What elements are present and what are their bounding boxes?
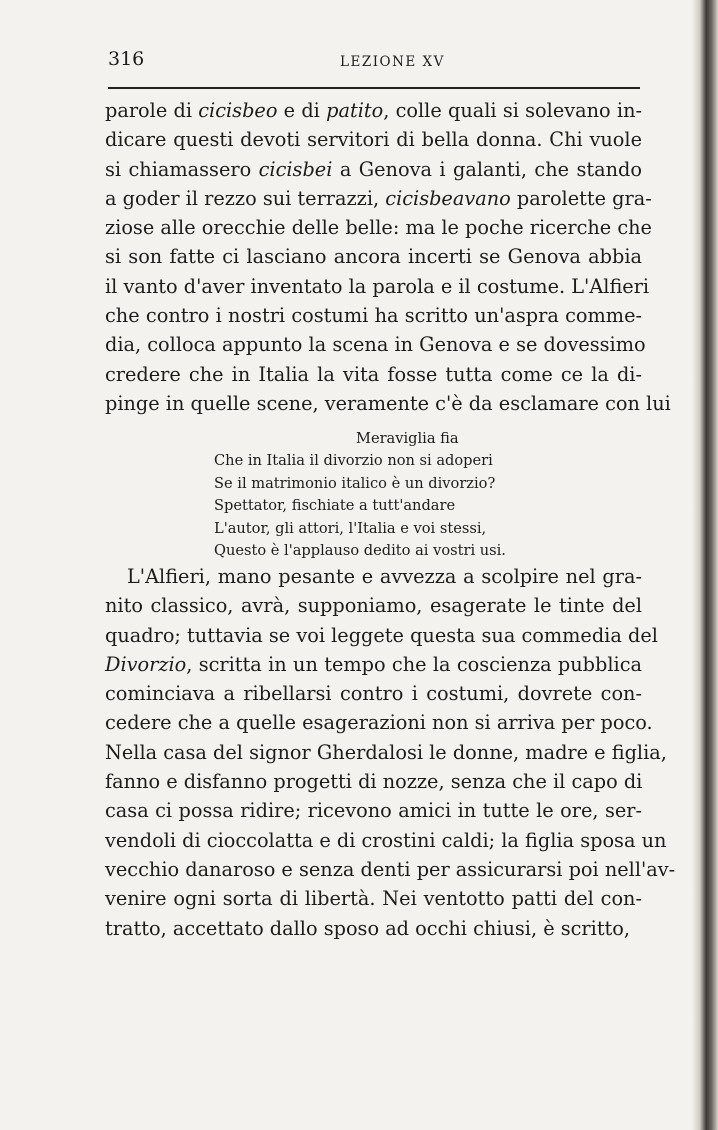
text-line: vecchio danaroso e senza denti per assicurarsi poi nell'av- [105,857,676,881]
verse-quotation [214,428,554,562]
text-line: vendoli di cioccolatta e di crostini caldi; la figlia sposa un [105,828,667,852]
text-line: cedere che a quelle esagerazioni non si arriva per poco. [105,711,653,735]
text-line: L'Alfieri, mano pesante e avvezza a scolpire nel gra- [127,565,642,588]
text-line: nito classico, avrà, supponiamo, esagerate le tinte del [105,594,642,618]
text-line: venire ogni sorta di libertà. Nei ventotto patti del con- [105,887,642,911]
text-line: tratto, accettato dallo sposo ad occhi chiusi, è scritto, [105,916,631,940]
text-line: quadro; tuttavia se voi leggete questa sua commedia del [105,623,658,647]
text-line: Nella casa del signor Gherdalosi le donne, madre e figlia, [105,740,667,764]
text-line: casa ci possa ridire; ricevono amici in tutte le ore, ser- [105,799,642,823]
text-line: a goder il rezzo sui terrazzi, cicisbeavano parolette gra- [105,186,652,210]
text-line: che contro i nostri costumi ha scritto un'aspra comme- [105,304,642,328]
text-line: pinge in quelle scene, veramente c'è da esclamare con lui [105,391,671,415]
header-rule [108,87,640,89]
verse-line: Spettator, fischiate a tutt'andare [214,497,456,515]
text-line: si chiamassero cicisbei a Genova i galanti, che stando [105,157,642,181]
paragraph-1 [105,96,671,418]
text-line: parole di cicisbeo e di patito, colle quali si solevano in- [105,99,642,122]
verse-line: Se il matrimonio italico è un divorzio? [214,474,496,492]
text-line: cominciava a ribellarsi contro i costumi, dovrete con- [105,682,642,706]
text-line: si son fatte ci lasciano ancora incerti se Genova abbia [105,245,642,269]
text-line: il vanto d'aver inventato la parola e il costume. L'Alfieri [105,274,650,298]
verse-line: L'autor, gli attori, l'Italia e voi stessi, [214,519,487,537]
verse-line: Questo è l'applauso dedito ai vostri usi. [214,542,506,560]
page-header [108,46,640,76]
page-number: 316 [108,48,145,70]
text-line: dicare questi devoti servitori di bella donna. Chi vuole [105,128,642,152]
running-title: LEZIONE XV [340,54,445,70]
text-line: credere che in Italia la vita fosse tutta come ce la di- [105,362,642,386]
text-line: ziose alle orecchie delle belle: ma le poche ricerche che [105,216,652,240]
text-line: dia, colloca appunto la scena in Genova e se dovessimo [105,333,646,357]
text-line: fanno e disfanno progetti di nozze, senza che il capo di [105,770,643,794]
verse-line: Che in Italia il divorzio non si adoperi [214,452,493,470]
verse-line: Meraviglia fia [356,430,459,447]
text-line: Divorzio, scritta in un tempo che la coscienza pubblica [105,652,642,676]
paragraph-2 [105,562,676,943]
page-edge-shadow [692,0,718,1130]
